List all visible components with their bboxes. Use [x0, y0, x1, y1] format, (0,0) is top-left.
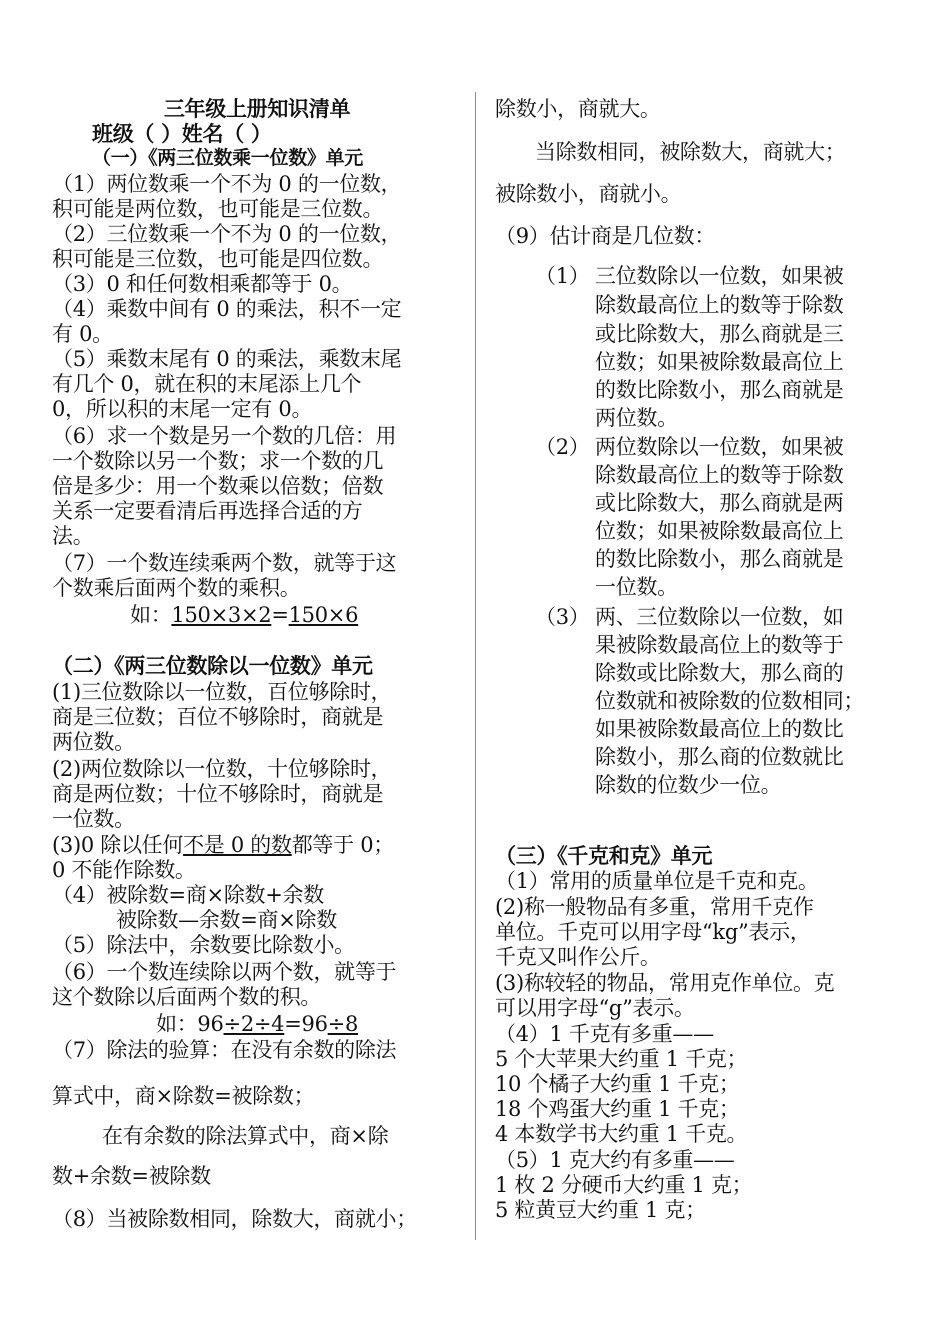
unit2-item2-line2: 商是两位数；十位不够除时，商就是 [52, 782, 384, 806]
unit1-item6-line2: 一个数除以另一个数；求一个数的几 [52, 449, 384, 473]
unit1-example [130, 603, 358, 629]
unit2-item1-line3: 两位数。 [52, 730, 135, 754]
unit2-item9-sub2-line5: 的数比除数小，那么商就是 [595, 547, 844, 571]
unit2-item9-sub3-line4: 位数就和被除数的位数相同； [595, 689, 865, 713]
unit2-item9-sub1-line3: 或比除数大，那么商就是三 [595, 322, 844, 346]
unit1-item4-line1: （4）乘数中间有 0 的乘法，积不一定 [52, 297, 402, 321]
unit2-item9-sub2-line3: 或比除数大，那么商就是两 [595, 491, 844, 515]
unit2-item4-line2: 被除数—余数=商×除数 [116, 908, 337, 932]
unit2-example [156, 1012, 358, 1038]
unit1-example-right: 150×6 [288, 603, 359, 627]
unit2-item9-sub2-line6: 一位数。 [595, 575, 678, 599]
class-name-line: 班级（ ）姓名（ ） [92, 121, 272, 146]
unit2-example-left: ÷2÷4 [223, 1012, 285, 1036]
unit1-item2-line2: 积可能是三位数，也可能是四位数。 [52, 247, 384, 271]
unit3-line9: 10 个橘子大约重 1 千克； [495, 1072, 740, 1096]
unit2-item8-line4: 被除数小，商就小。 [495, 182, 682, 206]
unit2-item7-line3: 在有余数的除法算式中，商×除 [102, 1124, 389, 1148]
unit2-item2-line3: 一位数。 [52, 807, 135, 831]
unit1-example-prefix: 如： [130, 603, 172, 627]
unit2-example-prefix: 如：96 [156, 1012, 224, 1036]
page-title: 三年级上册知识清单 [163, 96, 351, 121]
unit2-item3-line1 [52, 833, 394, 859]
unit2-item3-text-a: (3)0 除以任何 [52, 833, 184, 857]
unit1-item5-line3: 0，所以积的末尾一定有 0。 [52, 397, 313, 421]
unit2-item7-line2: 算式中，商×除数=被除数； [52, 1084, 315, 1108]
unit1-item7-line2: 个数乘后面两个数的乘积。 [52, 576, 301, 600]
unit2-item9-sub3-line6: 除数小，那么商的位数就比 [595, 745, 844, 769]
unit2-item6-line1: （6）一个数连续除以两个数，就等于 [52, 960, 397, 984]
unit2-item9-sub1-line5: 的数比除数小，那么商就是 [595, 378, 844, 402]
unit2-item3-underlined: 不是 0 的数 [183, 833, 292, 857]
unit1-item4-line2: 有 0。 [52, 322, 113, 346]
unit1-item6-line4: 关系一定要看清后再选择合适的方 [52, 499, 363, 523]
unit3-line3: 单位。千克可以用字母“kg”表示， [495, 920, 811, 944]
unit2-item9-sub2-line2: 除数最高位上的数等于除数 [595, 463, 844, 487]
unit1-item3: （3）0 和任何数相乘都等于 0。 [52, 272, 353, 296]
unit2-item9-sub2-line1: 两位数除以一位数，如果被 [595, 435, 844, 459]
unit3-heading: （三）《千克和克》单元 [495, 843, 713, 868]
unit3-line11: 4 本数学书大约重 1 千克。 [495, 1122, 748, 1146]
unit3-line8: 5 个大苹果大约重 1 千克； [495, 1047, 748, 1071]
unit2-item7-line4: 数+余数=被除数 [52, 1164, 211, 1188]
unit3-line12: （5）1 克大约有多重—— [495, 1148, 735, 1172]
unit1-item6-line1: （6）求一个数是另一个数的几倍：用 [52, 424, 397, 448]
unit2-item7-line1: （7）除法的验算：在没有余数的除法 [52, 1038, 397, 1062]
unit2-item9-sub1-line6: 两位数。 [595, 406, 678, 430]
unit3-line6: 可以用字母“g”表示。 [495, 996, 695, 1020]
unit2-item3-line2: 0 不能作除数。 [52, 858, 196, 882]
unit3-line4: 千克又叫作公斤。 [495, 945, 661, 969]
unit2-item8-line2: 除数小，商就大。 [495, 97, 661, 121]
unit2-example-right: ÷8 [327, 1012, 359, 1036]
unit1-item2-line1: （2）三位数乘一个不为 0 的一位数， [52, 222, 402, 246]
unit2-item9-sub1-line4: 位数；如果被除数最高位上 [595, 350, 844, 374]
unit1-item1-line1: （1）两位数乘一个不为 0 的一位数， [52, 172, 402, 196]
unit1-example-equals: = [271, 603, 289, 627]
unit2-item9-sub1-line2: 除数最高位上的数等于除数 [595, 293, 844, 317]
unit1-item6-line5: 法。 [52, 524, 94, 548]
unit3-line2: (2)称一般物品有多重，常用千克作 [495, 895, 814, 919]
unit2-item9-sub3-line1: 两、三位数除以一位数，如 [595, 605, 844, 629]
unit3-line13: 1 枚 2 分硬币大约重 1 克； [495, 1173, 753, 1197]
unit2-example-equals: =96 [284, 1012, 328, 1036]
unit2-item9-sub3-line3: 除数或比除数大，那么商的 [595, 661, 844, 685]
unit2-item9-sub3-line7: 除数的位数少一位。 [595, 773, 782, 797]
unit2-item9-sub1-line1: 三位数除以一位数，如果被 [595, 264, 844, 288]
unit3-line7: （4）1 千克有多重—— [495, 1022, 714, 1046]
unit2-item3-text-b: 都等于 0； [291, 833, 394, 857]
unit2-item9-sub2-number: （2） [535, 435, 590, 459]
unit2-heading: （二）《两三位数除以一位数》单元 [52, 653, 373, 678]
unit2-item1-line2: 商是三位数；百位不够除时，商就是 [52, 705, 384, 729]
unit1-example-left: 150×3×2 [171, 603, 272, 627]
column-divider [475, 92, 476, 1240]
unit2-item9-sub3-line2: 果被除数最高位上的数等于 [595, 633, 844, 657]
unit2-item2-line1: (2)两位数除以一位数，十位够除时， [52, 757, 392, 781]
unit2-item5: （5）除法中，余数要比除数小。 [52, 933, 355, 957]
unit2-item9: （9）估计商是几位数： [495, 224, 716, 248]
unit3-line14: 5 粒黄豆大约重 1 克； [495, 1198, 706, 1222]
unit2-item8-line3: 当除数相同，被除数大，商就大； [535, 140, 846, 164]
unit2-item6-line2: 这个数除以后面两个数的积。 [52, 985, 322, 1009]
unit1-item5-line1: （5）乘数末尾有 0 的乘法，乘数末尾 [52, 347, 402, 371]
unit1-heading: （一）《两三位数乘一位数》单元 [92, 147, 364, 169]
unit2-item8-line1: （8）当被除数相同，除数大，商就小； [52, 1207, 417, 1231]
unit2-item1-line1: (1)三位数除以一位数，百位够除时， [52, 680, 392, 704]
unit3-line1: （1）常用的质量单位是千克和克。 [495, 869, 819, 893]
unit3-line10: 18 个鸡蛋大约重 1 千克； [495, 1097, 740, 1121]
unit3-line5: (3)称较轻的物品，常用克作单位。克 [495, 971, 835, 995]
unit1-item7-line1: （7）一个数连续乘两个数，就等于这 [52, 551, 397, 575]
unit1-item1-line2: 积可能是两位数，也可能是三位数。 [52, 197, 384, 221]
unit1-item6-line3: 倍是多少：用一个数乘以倍数；倍数 [52, 474, 384, 498]
unit2-item9-sub2-line4: 位数；如果被除数最高位上 [595, 519, 844, 543]
unit2-item9-sub3-number: （3） [535, 605, 590, 629]
unit2-item4-line1: （4）被除数=商×除数+余数 [52, 883, 324, 907]
unit1-item5-line2: 有几个 0，就在积的末尾添上几个 [52, 372, 362, 396]
unit2-item9-sub1-number: （1） [535, 264, 590, 288]
unit2-item9-sub3-line5: 如果被除数最高位上的数比 [595, 717, 844, 741]
